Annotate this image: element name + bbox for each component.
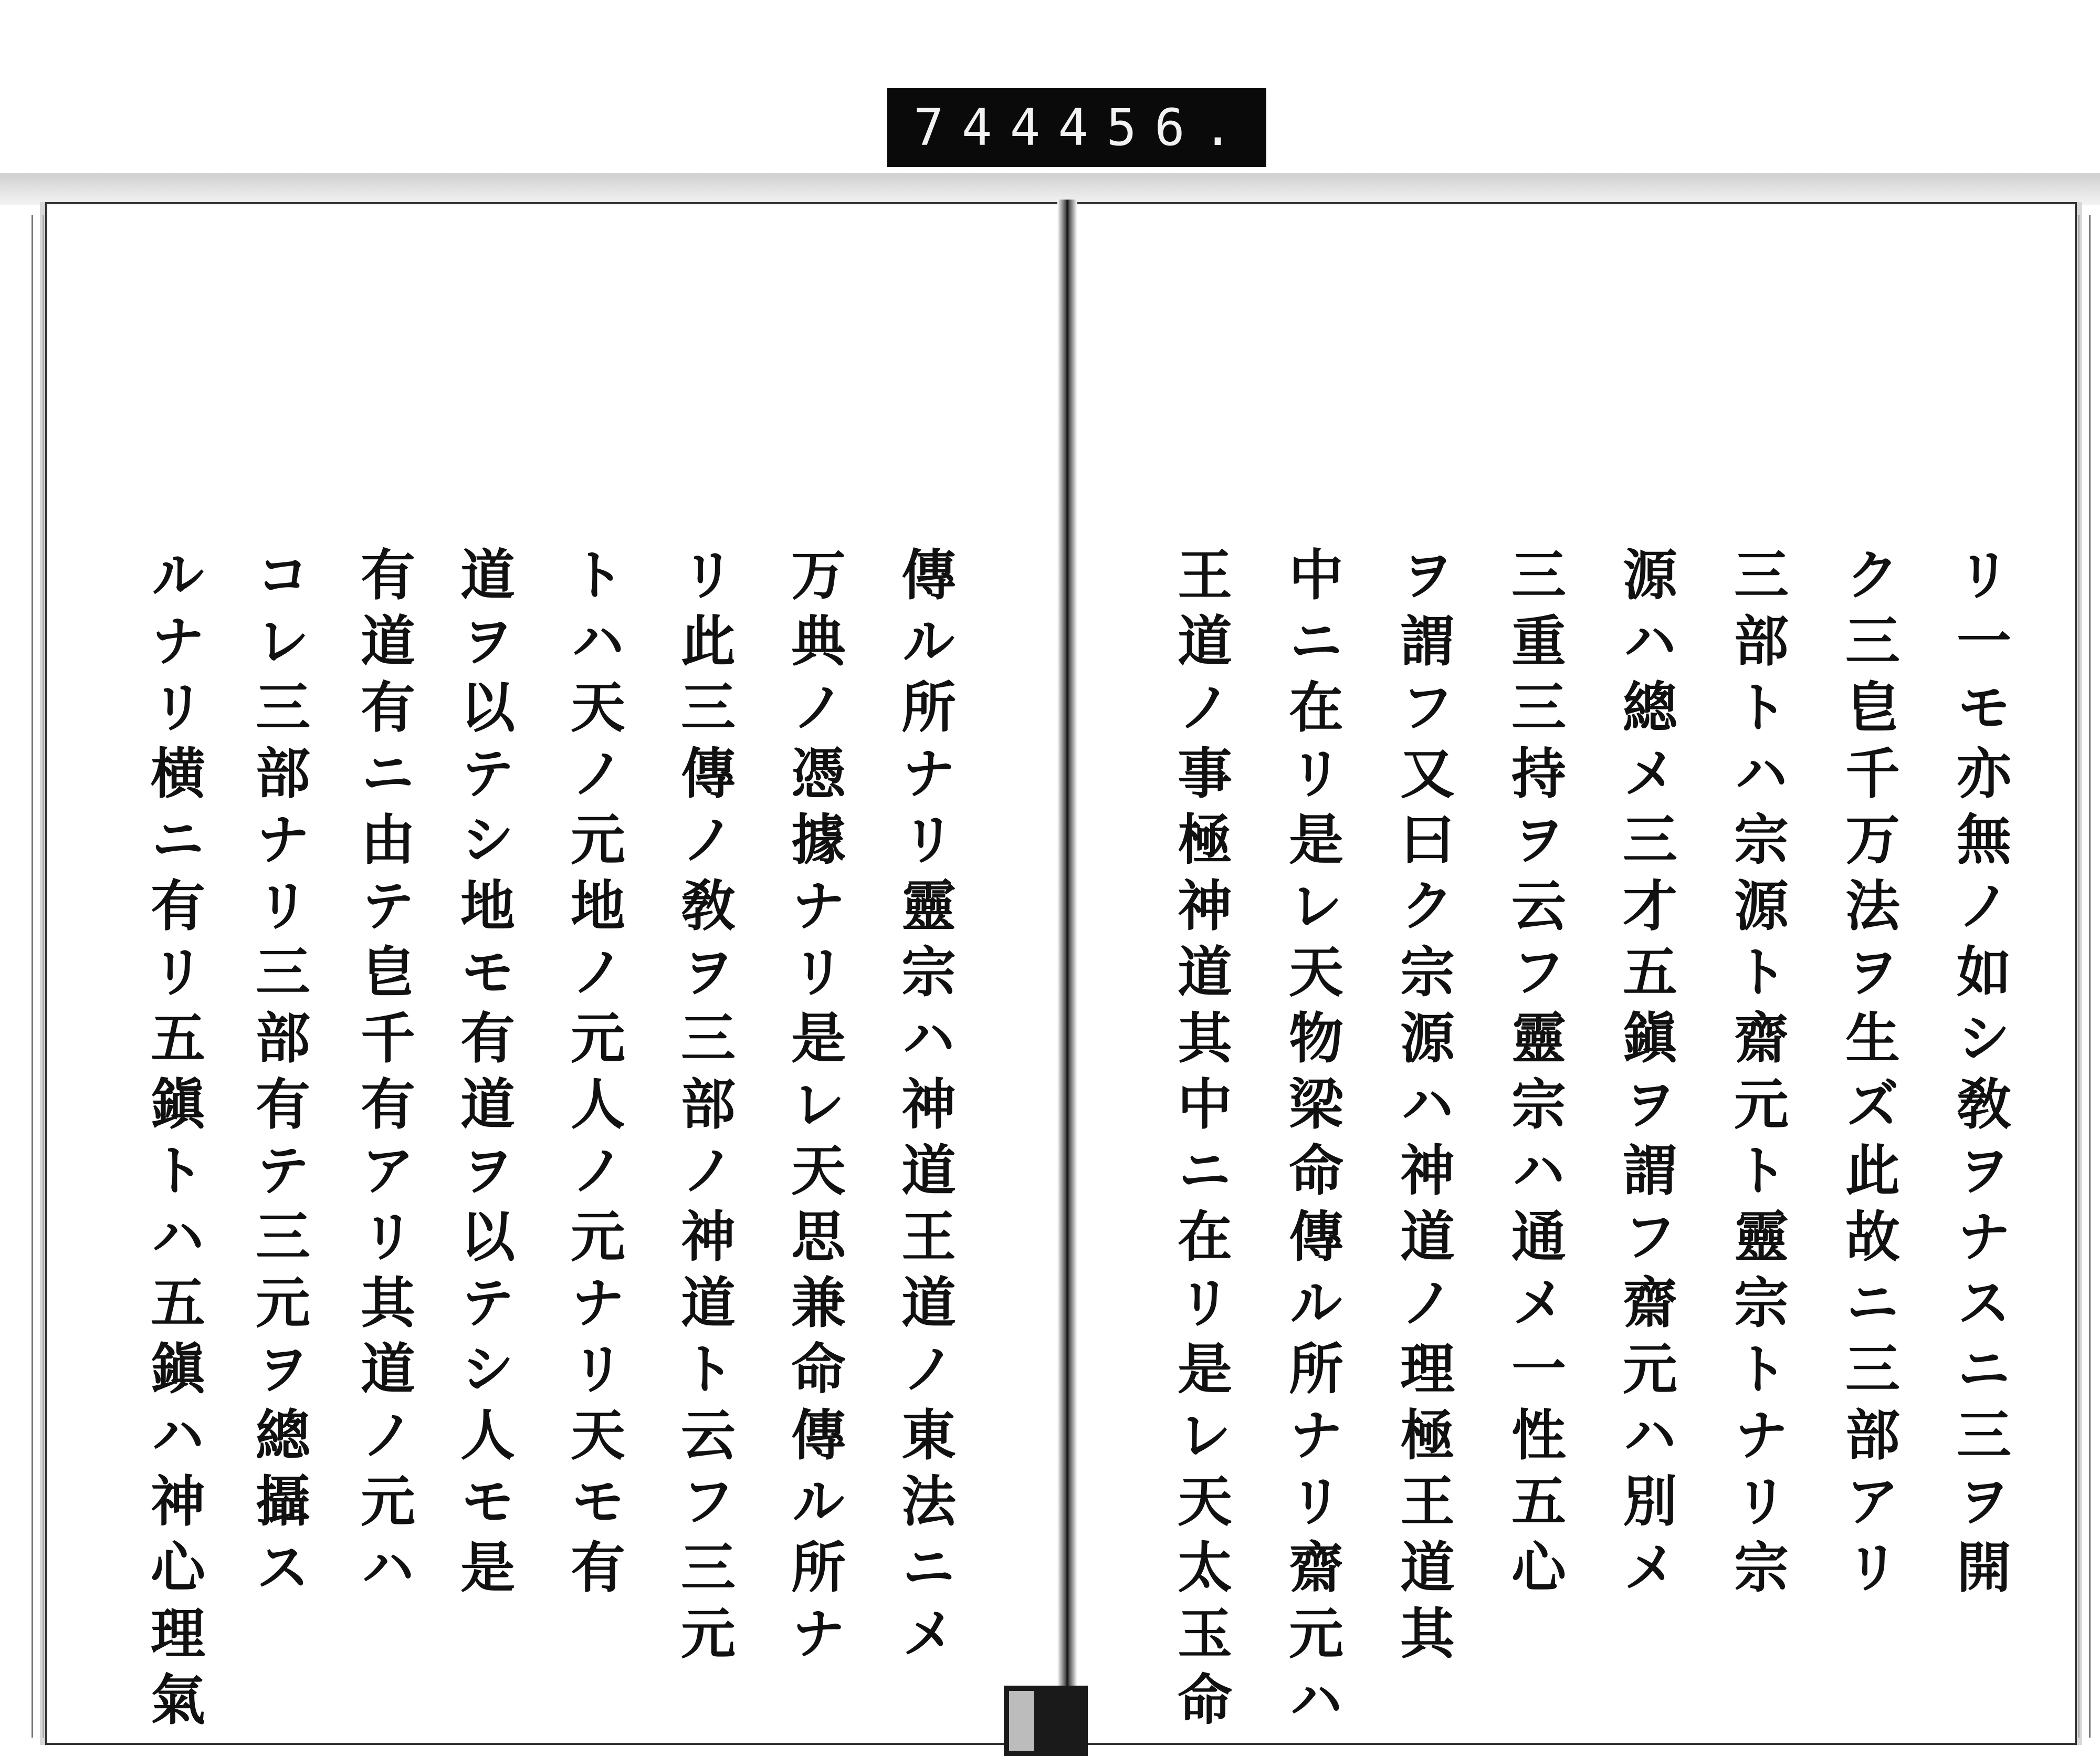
right-page-edge: [2078, 215, 2091, 1738]
right-page-column-4: 源ハ總メ三才五鎭ヲ謂フ齋元ハ別メ: [1613, 546, 1678, 1605]
right-page-column-5: 三重三持ヲ云フ靈宗ハ通メ一性五心: [1502, 546, 1567, 1605]
right-page-column-1: リ一モ亦無ノ如シ敎ヲナスニ三ヲ開: [1947, 546, 2012, 1605]
right-page-column-6: ヲ謂フ又曰ク宗源ハ神道ノ理極王道其: [1391, 546, 1455, 1671]
gutter-binding-foot: [1004, 1686, 1088, 1756]
left-page-column-5: 道ヲ以テシ地モ有道ヲ以テシ人モ是: [451, 546, 516, 1605]
left-page-column-2: 万典ノ憑據ナリ是レ天思兼命傳ル所ナ: [782, 546, 846, 1671]
frame-number-left: 744: [914, 98, 1058, 157]
left-page-column-8: ルナリ横ニ有リ五鎭トハ五鎭ハ神心理氣: [141, 546, 206, 1737]
right-page-column-3: 三部トハ宗源ト齋元ト靈宗トナリ宗: [1725, 546, 1789, 1605]
left-page-column-1: 傳ル所ナリ靈宗ハ神道王道ノ東法ニメ: [892, 546, 957, 1671]
right-page-column-2: ク三皀千万法ヲ生ズ此故ニ三部アリ: [1836, 546, 1900, 1605]
left-page-column-3: リ此三傳ノ敎ヲ三部ノ神道ト云フ三元: [671, 546, 736, 1671]
left-page-column-7: コレ三部ナリ三部有テ三元ヲ總攝ス: [246, 546, 311, 1605]
left-page-edge: [32, 215, 44, 1738]
right-page-column-7: 中ニ在リ是レ天物梁命傳ル所ナリ齋元ハ: [1279, 546, 1344, 1737]
left-page-column-4: トハ天ノ元地ノ元人ノ元ナリ天モ有: [561, 546, 626, 1605]
frame-number-right: 456.: [1058, 98, 1251, 157]
book-top-edge: [0, 173, 2100, 205]
microfilm-frame-label: [887, 88, 1266, 167]
book-gutter: [1057, 200, 1077, 1756]
gutter-foot-highlight: [1009, 1691, 1034, 1751]
right-page-column-8: 王道ノ事極神道其中ニ在リ是レ天太玉命: [1168, 546, 1233, 1737]
left-page-column-6: 有道有ニ由テ皀千有アリ其道ノ元ハ: [351, 546, 416, 1605]
